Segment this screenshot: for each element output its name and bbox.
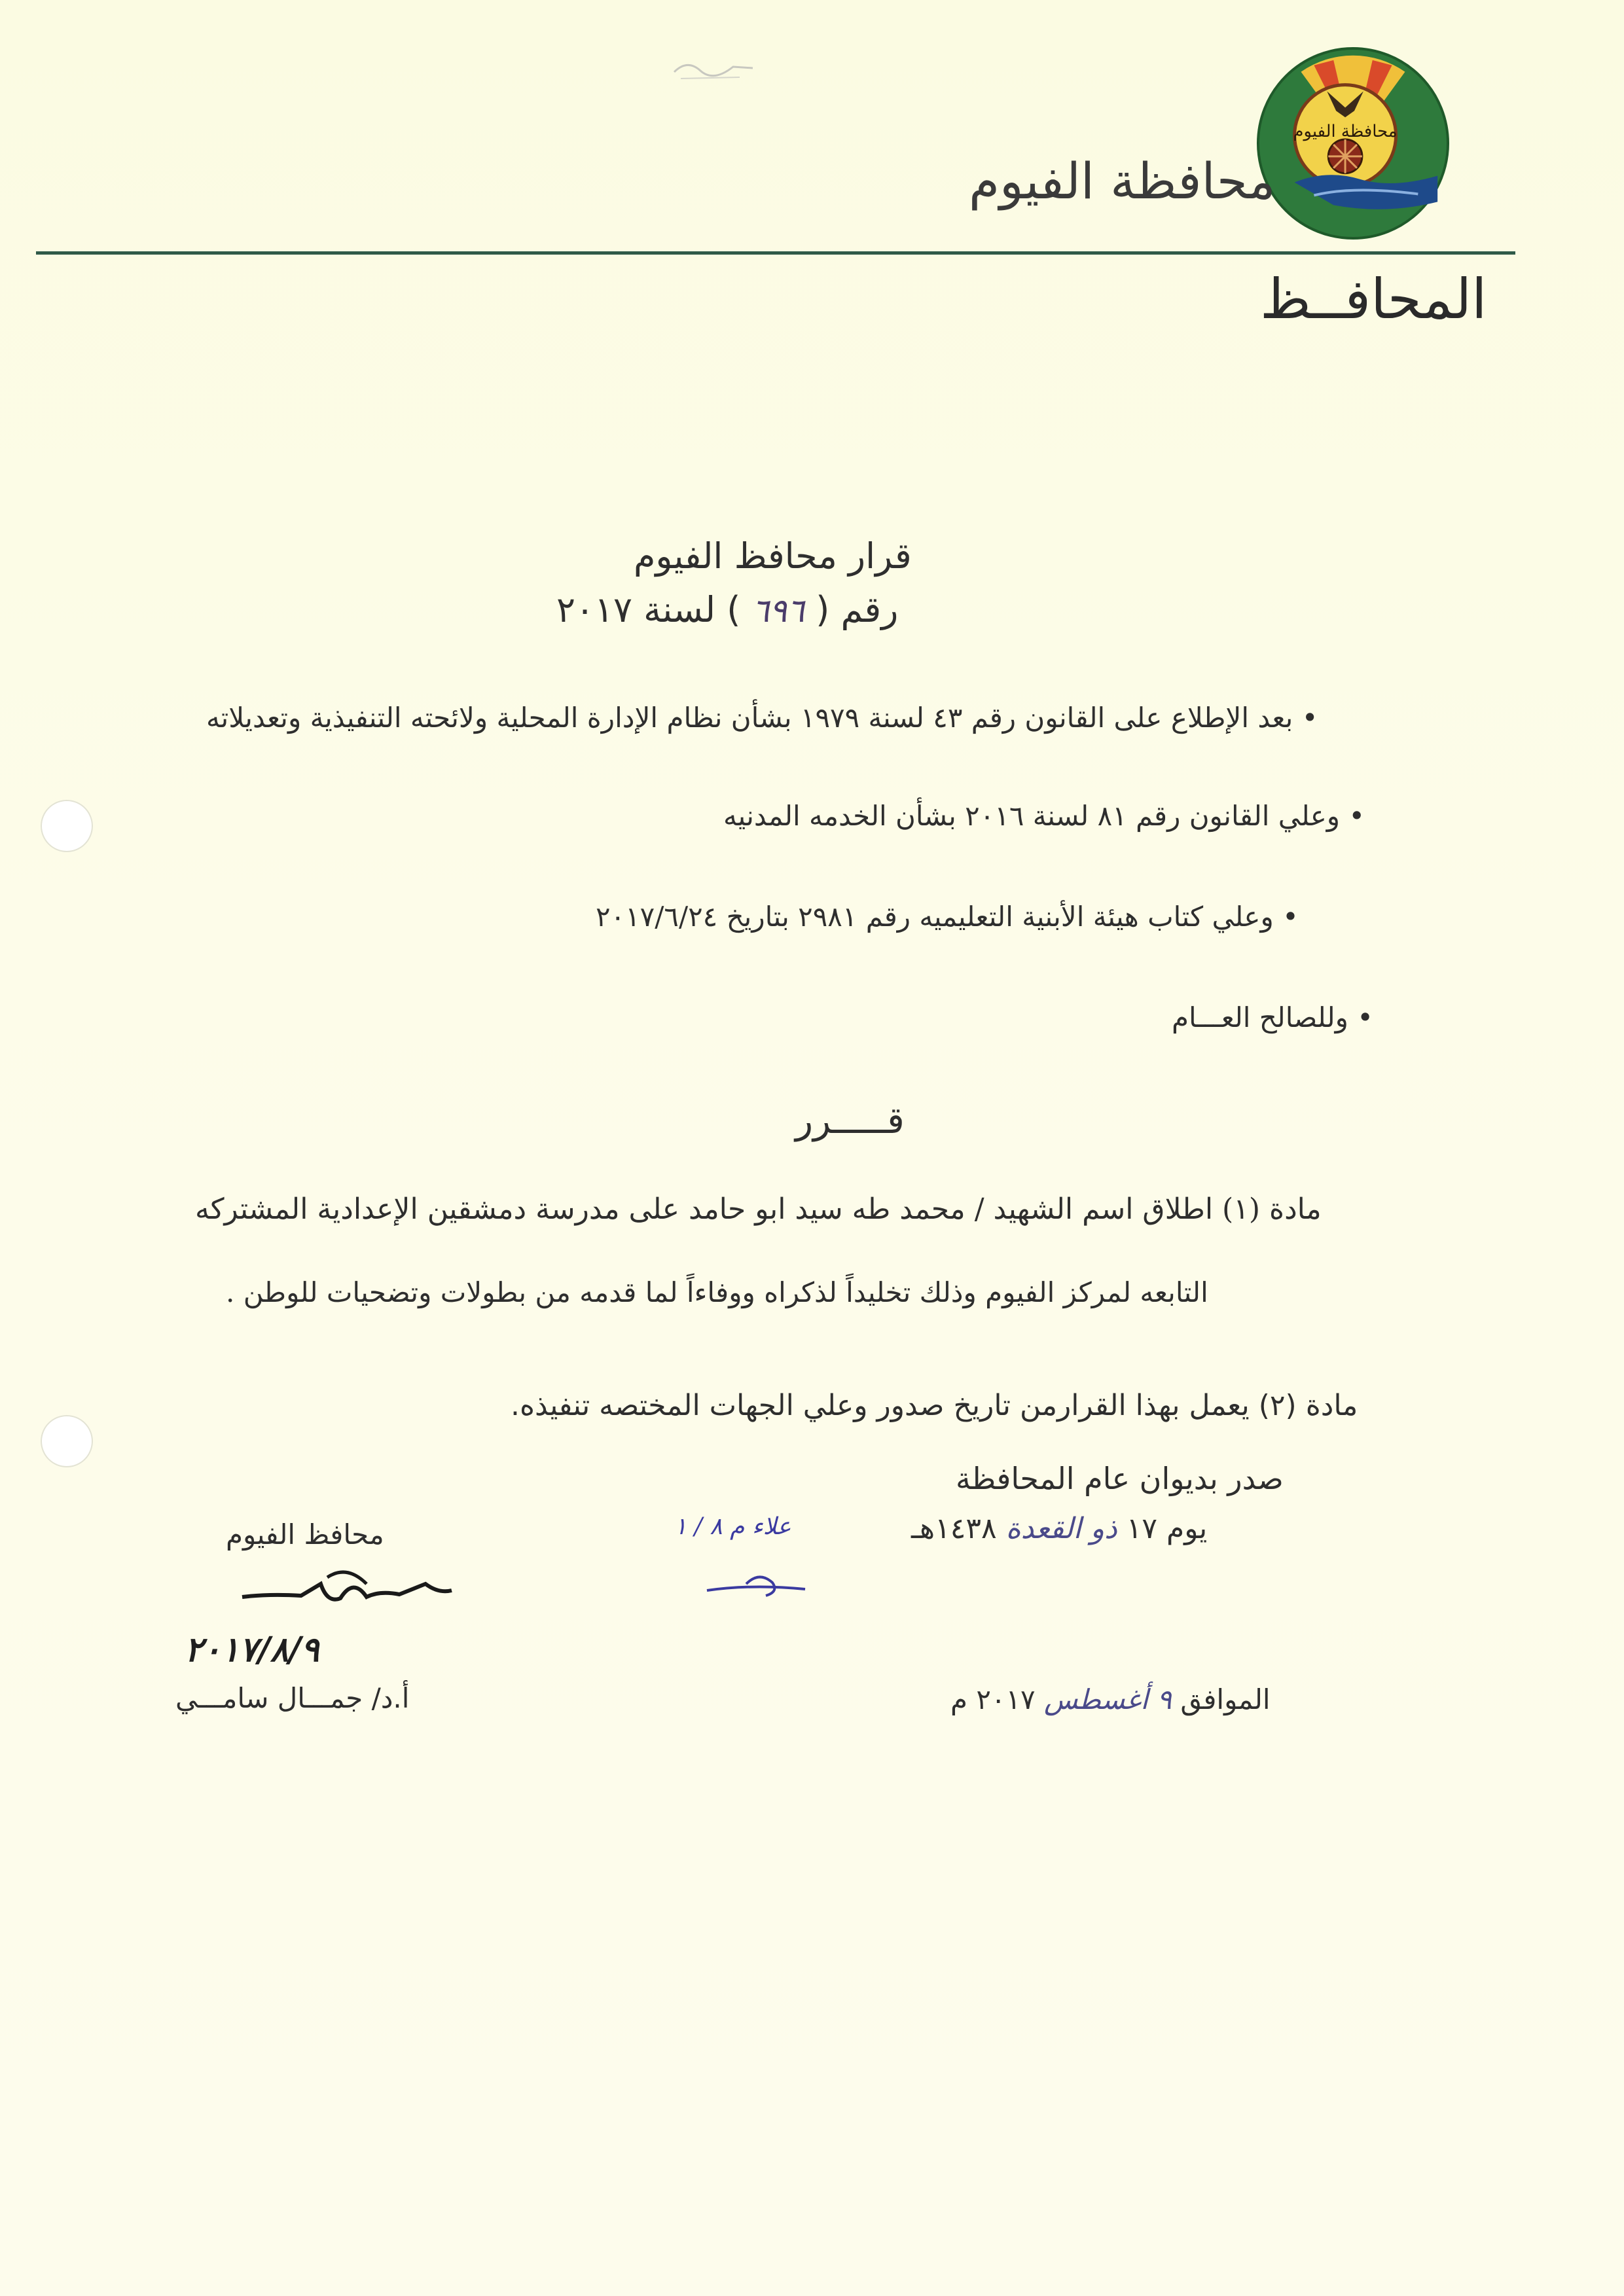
preamble-item: • وعلي القانون رقم ٨١ لسنة ٢٠١٦ بشأن الخدمه المدنيه (723, 800, 1365, 832)
issue-day-suffix: ١٤٣٨هـ (911, 1512, 997, 1545)
pencil-mark (661, 52, 759, 85)
initials-scribble (674, 1512, 831, 1623)
article-1-line-1: مادة (١) اطلاق اسم الشهيد / محمد طه سيد ابو حامد على مدرسة دمشقين الإعدادية المشتركه (195, 1193, 1322, 1226)
governorate-name: محافظة الفيوم (969, 152, 1276, 210)
issue-day-prefix: يوم ١٧ (1117, 1512, 1208, 1545)
signatory-name: أ.د/ جمـــال سامـــي (175, 1682, 410, 1714)
decree-number-suffix: ) لسنة ٢٠١٧ (556, 589, 741, 630)
office-title: المحافــظ (1260, 267, 1487, 331)
preamble-item: • بعد الإطلاع على القانون رقم ٤٣ لسنة ١٩٧٩ بشأن نظام الإدارة المحلية ولائحته التنفيذية وتعديلاته (206, 702, 1318, 734)
signatory-title: محافظ الفيوم (226, 1518, 384, 1551)
article-1-line-2: التابعه لمركز الفيوم وذلك تخليداً لذكراه ووفاءاً لما قدمه من بطولات وتضحيات للوطن . (226, 1276, 1208, 1308)
reviewer-initials: علاء م ٨ / ١ (674, 1513, 791, 1540)
decree-number (556, 589, 898, 630)
governor-signature (229, 1558, 465, 1636)
decided-heading: قـــــرر (795, 1100, 905, 1142)
decree-number-prefix: رقم ( (816, 589, 899, 630)
preamble-item: • وعلي كتاب هيئة الأبنية التعليميه رقم ٢٩٨١ بتاريخ ٢٠١٧/٦/٢٤ (596, 901, 1299, 933)
corresp-prefix: الموافق (1180, 1683, 1271, 1715)
preamble-item: • وللصالح العـــام (1172, 1001, 1374, 1033)
issued-at: صدر بديوان عام المحافظة (956, 1461, 1284, 1496)
governorate-emblem-icon (1255, 46, 1451, 241)
punch-hole (41, 1415, 93, 1467)
article-2: مادة (٢) يعمل بهذا القرارمن تاريخ صدور وعلي الجهات المختصه تنفيذه. (511, 1389, 1358, 1422)
punch-hole (41, 800, 93, 852)
corresp-handwritten: ٩ أغسطس (1043, 1683, 1172, 1715)
issue-hijri-date (911, 1512, 1207, 1545)
decree-number-handwritten: ٦٩٦ (751, 592, 805, 630)
header-divider (36, 251, 1515, 255)
corresp-suffix: ٢٠١٧ م (950, 1683, 1036, 1715)
issue-gregorian-date (950, 1683, 1271, 1715)
decree-title: قرار محافظ الفيوم (634, 535, 912, 577)
issue-day-handwritten: ذو القعدة (1005, 1512, 1117, 1545)
emblem-text: محافظة الفيوم (1293, 122, 1398, 142)
signature-date: ٢٠١٧/٨/٩ (185, 1630, 319, 1670)
